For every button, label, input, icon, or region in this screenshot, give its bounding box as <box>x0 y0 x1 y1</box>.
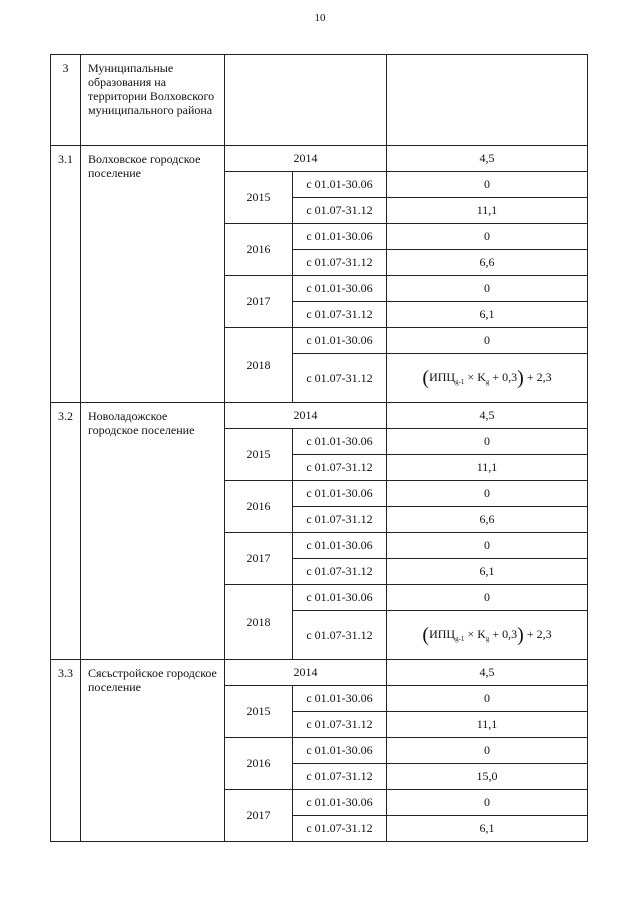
value-cell: 11,1 <box>387 198 588 224</box>
year-cell: 2016 <box>225 738 293 790</box>
value-cell: 4,5 <box>387 146 588 172</box>
period-cell: с 01.07-31.12 <box>293 559 387 585</box>
period-cell: с 01.01-30.06 <box>293 738 387 764</box>
formula-plus-const: + 0,3 <box>492 369 518 384</box>
year-cell: 2015 <box>225 686 293 738</box>
tariff-table <box>50 54 588 842</box>
period-cell: с 01.01-30.06 <box>293 790 387 816</box>
value-cell: 0 <box>387 481 588 507</box>
tariff-formula <box>422 623 552 646</box>
value-cell: 0 <box>387 429 588 455</box>
formula-k: K <box>477 626 486 641</box>
value-cell: 4,5 <box>387 660 588 686</box>
section-row <box>51 403 588 429</box>
period-cell: с 01.07-31.12 <box>293 354 387 403</box>
value-cell: 15,0 <box>387 764 588 790</box>
value-cell: 0 <box>387 224 588 250</box>
formula-k: K <box>477 369 486 384</box>
formula-open-paren: ( <box>422 366 430 389</box>
value-cell: 0 <box>387 738 588 764</box>
value-cell: 6,1 <box>387 302 588 328</box>
year-cell: 2018 <box>225 585 293 660</box>
empty-cell <box>387 55 588 146</box>
year-cell: 2016 <box>225 224 293 276</box>
value-cell: 11,1 <box>387 712 588 738</box>
formula-close-paren: ) <box>517 366 524 389</box>
value-cell <box>387 611 588 660</box>
year-cell: 2015 <box>225 429 293 481</box>
period-cell: с 01.07-31.12 <box>293 507 387 533</box>
period-cell: с 01.07-31.12 <box>293 764 387 790</box>
period-cell: с 01.07-31.12 <box>293 816 387 842</box>
formula-ipc-subscript: g-1 <box>455 634 465 643</box>
formula-ipc-subscript: g-1 <box>455 377 465 386</box>
period-cell: с 01.01-30.06 <box>293 172 387 198</box>
section-row <box>51 146 588 172</box>
municipality-name: Сясьстройское городское поселение <box>81 660 225 842</box>
value-cell: 4,5 <box>387 403 588 429</box>
value-cell: 0 <box>387 790 588 816</box>
year-cell: 2014 <box>225 660 387 686</box>
period-cell: с 01.01-30.06 <box>293 328 387 354</box>
period-cell: с 01.07-31.12 <box>293 250 387 276</box>
section-row <box>51 660 588 686</box>
formula-ipc: ИПЦ <box>429 626 456 641</box>
value-cell: 0 <box>387 328 588 354</box>
value-cell: 0 <box>387 533 588 559</box>
formula-tail: + 2,3 <box>526 369 552 384</box>
formula-tail: + 2,3 <box>526 626 552 641</box>
year-cell: 2014 <box>225 403 387 429</box>
formula-open-paren: ( <box>422 623 430 646</box>
value-cell: 0 <box>387 585 588 611</box>
table-header-row <box>51 55 588 146</box>
value-cell: 0 <box>387 172 588 198</box>
value-cell: 6,6 <box>387 507 588 533</box>
section-number: 3.2 <box>51 403 81 660</box>
year-cell: 2016 <box>225 481 293 533</box>
empty-cell <box>225 55 387 146</box>
formula-ipc: ИПЦ <box>429 369 456 384</box>
period-cell: с 01.07-31.12 <box>293 302 387 328</box>
formula-times: × <box>467 626 475 641</box>
year-cell: 2017 <box>225 790 293 842</box>
period-cell: с 01.01-30.06 <box>293 533 387 559</box>
page-number: 10 <box>314 12 326 24</box>
value-cell: 6,1 <box>387 816 588 842</box>
period-cell: с 01.01-30.06 <box>293 585 387 611</box>
section-number: 3.3 <box>51 660 81 842</box>
period-cell: с 01.01-30.06 <box>293 429 387 455</box>
value-cell <box>387 354 588 403</box>
value-cell: 11,1 <box>387 455 588 481</box>
row-name: Муниципальные образования на территории Волховского муниципального района <box>81 55 225 146</box>
municipality-name: Новоладожское городское поселение <box>81 403 225 660</box>
formula-close-paren: ) <box>517 623 524 646</box>
period-cell: с 01.01-30.06 <box>293 224 387 250</box>
section-number: 3.1 <box>51 146 81 403</box>
formula-k-subscript: g <box>485 377 490 386</box>
formula-times: × <box>467 369 475 384</box>
period-cell: с 01.07-31.12 <box>293 712 387 738</box>
period-cell: с 01.07-31.12 <box>293 198 387 224</box>
period-cell: с 01.01-30.06 <box>293 686 387 712</box>
period-cell: с 01.01-30.06 <box>293 276 387 302</box>
value-cell: 6,6 <box>387 250 588 276</box>
period-cell: с 01.07-31.12 <box>293 455 387 481</box>
year-cell: 2018 <box>225 328 293 403</box>
municipality-name: Волховское городское поселение <box>81 146 225 403</box>
value-cell: 0 <box>387 686 588 712</box>
year-cell: 2015 <box>225 172 293 224</box>
year-cell: 2017 <box>225 276 293 328</box>
value-cell: 0 <box>387 276 588 302</box>
row-number: 3 <box>51 55 81 146</box>
formula-k-subscript: g <box>485 634 490 643</box>
year-cell: 2014 <box>225 146 387 172</box>
tariff-formula <box>422 366 552 389</box>
year-cell: 2017 <box>225 533 293 585</box>
value-cell: 6,1 <box>387 559 588 585</box>
period-cell: с 01.07-31.12 <box>293 611 387 660</box>
period-cell: с 01.01-30.06 <box>293 481 387 507</box>
formula-plus-const: + 0,3 <box>492 626 518 641</box>
